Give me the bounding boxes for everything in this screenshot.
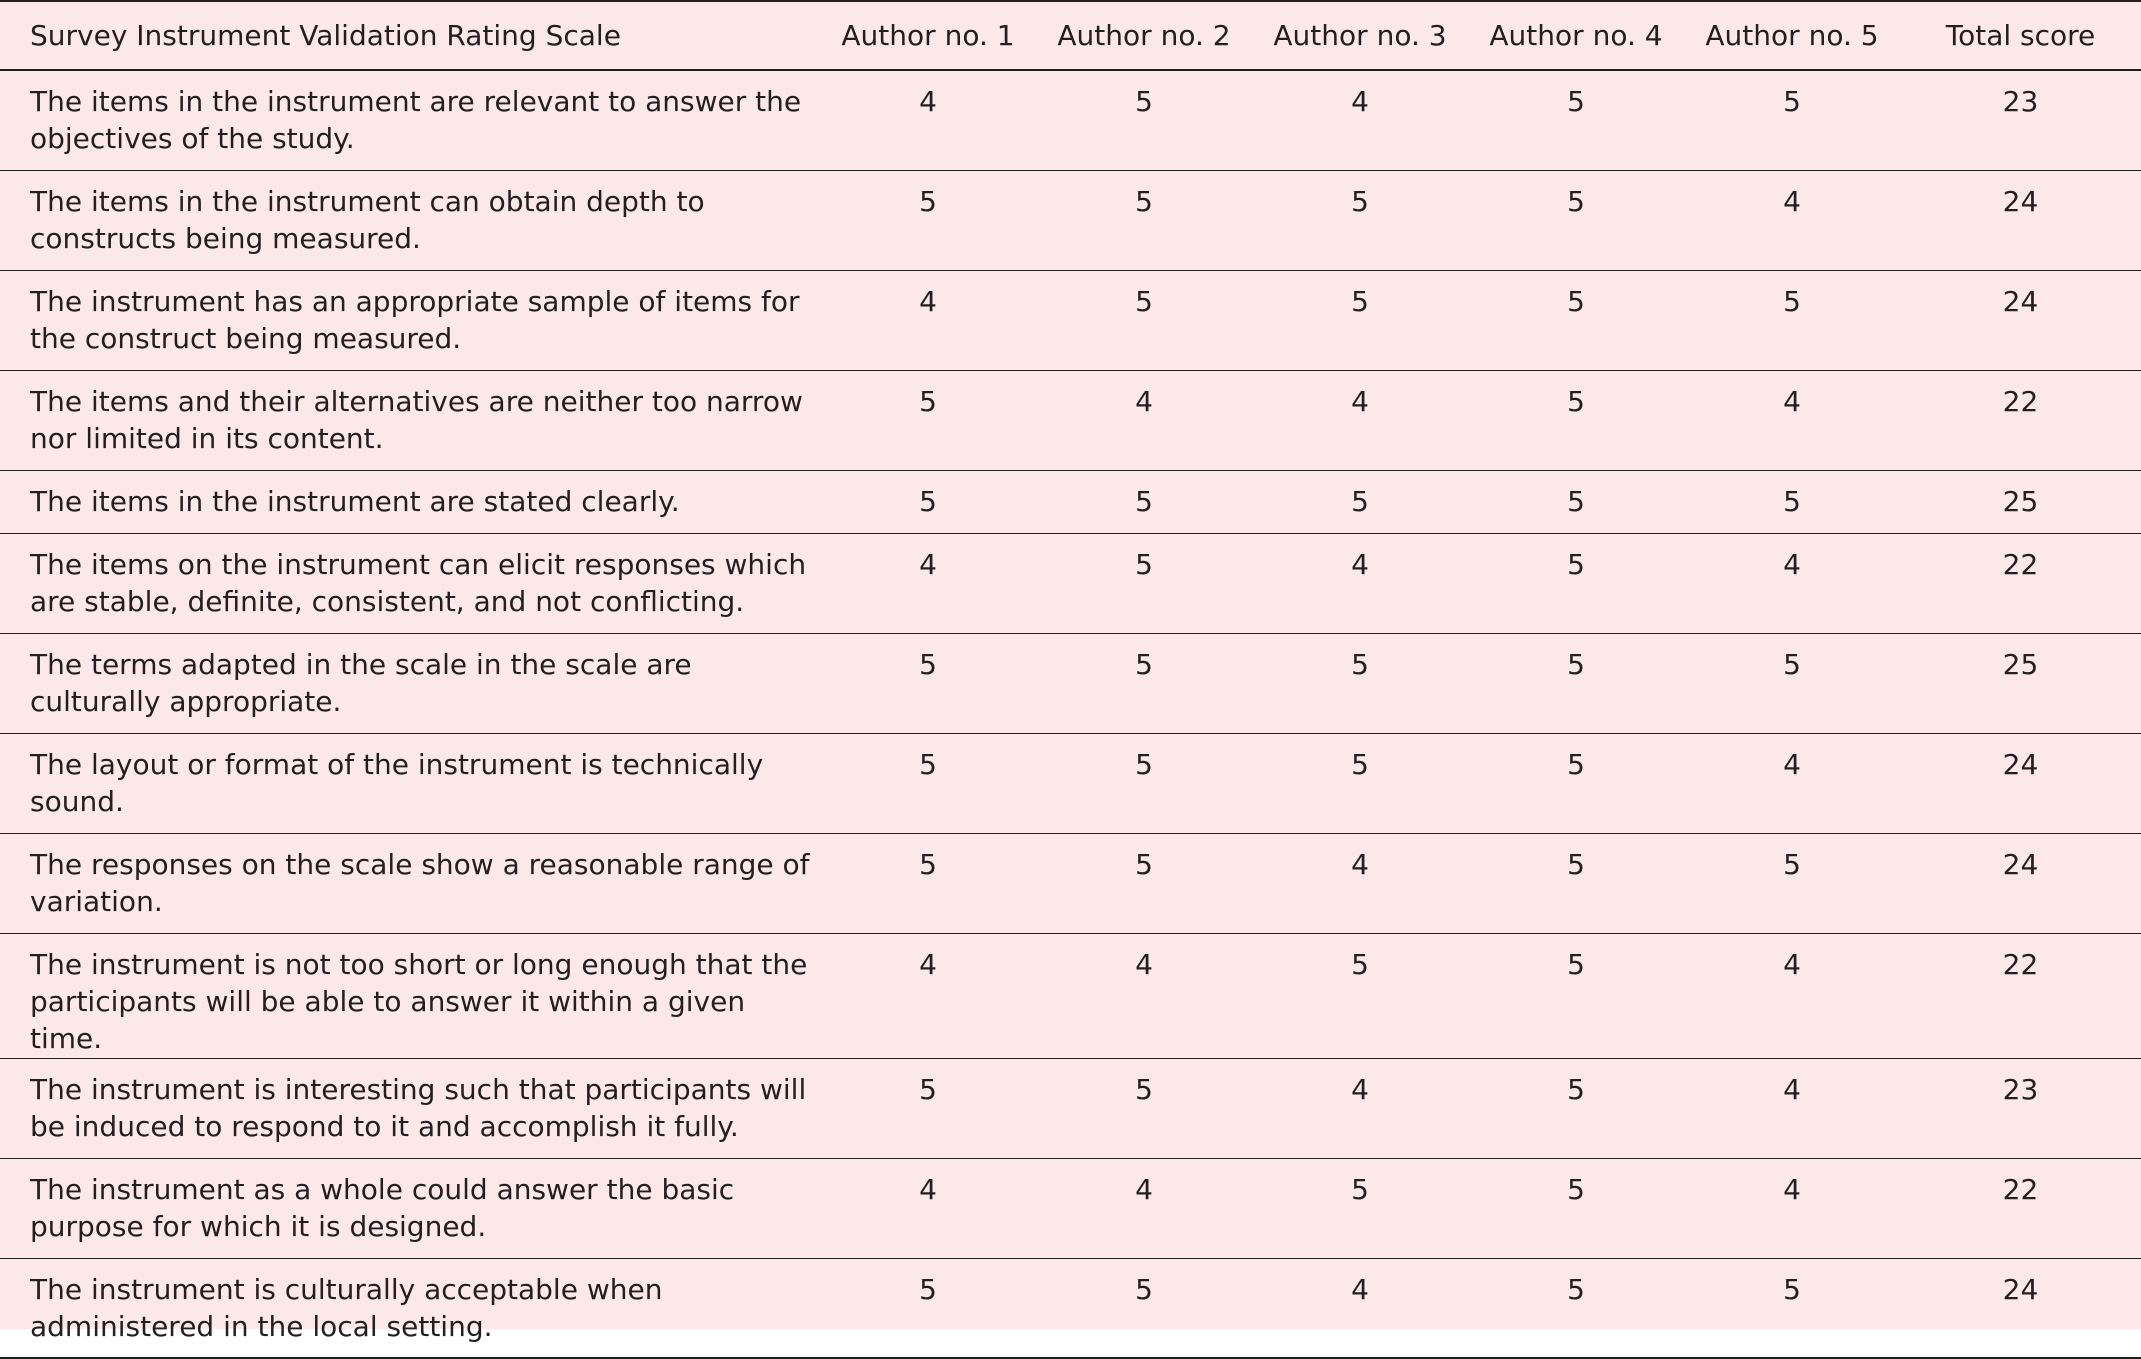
author-1-score: 4: [820, 533, 1036, 633]
author-1-score: 5: [820, 633, 1036, 733]
author-4-score: 5: [1468, 733, 1684, 833]
item-text: The items in the instrument are relevant to answer the objectives of the study.: [0, 70, 820, 170]
author-2-score: 4: [1036, 1158, 1252, 1258]
author-1-score: 4: [820, 933, 1036, 1058]
author-5-score: 4: [1684, 1158, 1900, 1258]
table-row: [0, 370, 2141, 470]
author-2-score: 5: [1036, 170, 1252, 270]
author-2-score: 5: [1036, 833, 1252, 933]
author-3-score: 5: [1252, 270, 1468, 370]
author-4-score: 5: [1468, 533, 1684, 633]
table-row: [0, 170, 2141, 270]
author-1-score: 4: [820, 1158, 1036, 1258]
author-4-score: 5: [1468, 1058, 1684, 1158]
author-3-score: 4: [1252, 533, 1468, 633]
author-5-score: 4: [1684, 933, 1900, 1058]
header-row: [0, 1, 2141, 70]
header-scale-item: Survey Instrument Validation Rating Scale: [0, 1, 820, 70]
total-score: 24: [1900, 270, 2141, 370]
author-3-score: 4: [1252, 1258, 1468, 1358]
author-4-score: 5: [1468, 833, 1684, 933]
item-text: The instrument has an appropriate sample of items for the construct being measured.: [0, 270, 820, 370]
total-score: 25: [1900, 633, 2141, 733]
item-text: The instrument is not too short or long enough that the participants will be able to answer it within a given time.: [0, 933, 820, 1058]
table-row: [0, 1158, 2141, 1258]
author-3-score: 5: [1252, 470, 1468, 533]
table-row: [0, 270, 2141, 370]
author-3-score: 5: [1252, 933, 1468, 1058]
author-4-score: 5: [1468, 1258, 1684, 1358]
total-score: 24: [1900, 833, 2141, 933]
total-score: 24: [1900, 1258, 2141, 1358]
author-2-score: 5: [1036, 1258, 1252, 1358]
author-2-score: 4: [1036, 933, 1252, 1058]
author-4-score: 5: [1468, 470, 1684, 533]
author-1-score: 5: [820, 833, 1036, 933]
author-5-score: 5: [1684, 833, 1900, 933]
total-score: 22: [1900, 933, 2141, 1058]
item-text: The items and their alternatives are neither too narrow nor limited in its content.: [0, 370, 820, 470]
total-score: 22: [1900, 1158, 2141, 1258]
author-1-score: 4: [820, 270, 1036, 370]
author-5-score: 5: [1684, 470, 1900, 533]
total-score: 24: [1900, 733, 2141, 833]
author-3-score: 4: [1252, 833, 1468, 933]
author-5-score: 4: [1684, 370, 1900, 470]
author-2-score: 5: [1036, 733, 1252, 833]
author-5-score: 4: [1684, 1058, 1900, 1158]
author-4-score: 5: [1468, 1158, 1684, 1258]
author-5-score: 4: [1684, 170, 1900, 270]
author-3-score: 5: [1252, 633, 1468, 733]
author-2-score: 5: [1036, 470, 1252, 533]
author-1-score: 5: [820, 1058, 1036, 1158]
author-5-score: 4: [1684, 533, 1900, 633]
author-2-score: 5: [1036, 533, 1252, 633]
table-header: [0, 1, 2141, 70]
author-3-score: 5: [1252, 733, 1468, 833]
author-4-score: 5: [1468, 633, 1684, 733]
header-author-4: Author no. 4: [1468, 1, 1684, 70]
item-text: The instrument as a whole could answer the basic purpose for which it is designed.: [0, 1158, 820, 1258]
total-score: 24: [1900, 170, 2141, 270]
author-1-score: 5: [820, 370, 1036, 470]
item-text: The layout or format of the instrument is technically sound.: [0, 733, 820, 833]
table-row: [0, 470, 2141, 533]
item-text: The terms adapted in the scale in the scale are culturally appropriate.: [0, 633, 820, 733]
author-3-score: 5: [1252, 170, 1468, 270]
author-3-score: 4: [1252, 1058, 1468, 1158]
author-4-score: 5: [1468, 370, 1684, 470]
table-row: [0, 70, 2141, 170]
table-row: [0, 533, 2141, 633]
header-author-2: Author no. 2: [1036, 1, 1252, 70]
author-4-score: 5: [1468, 270, 1684, 370]
author-5-score: 5: [1684, 70, 1900, 170]
author-5-score: 4: [1684, 733, 1900, 833]
item-text: The responses on the scale show a reasonable range of variation.: [0, 833, 820, 933]
item-text: The instrument is interesting such that participants will be induced to respond to it and accomplish it fully.: [0, 1058, 820, 1158]
table-row: [0, 1058, 2141, 1158]
author-2-score: 5: [1036, 70, 1252, 170]
author-1-score: 5: [820, 733, 1036, 833]
header-author-1: Author no. 1: [820, 1, 1036, 70]
total-score: 25: [1900, 470, 2141, 533]
author-1-score: 4: [820, 70, 1036, 170]
item-text: The items on the instrument can elicit responses which are stable, definite, consistent, and not conflicting.: [0, 533, 820, 633]
total-score: 23: [1900, 70, 2141, 170]
table-row: [0, 833, 2141, 933]
author-1-score: 5: [820, 170, 1036, 270]
author-5-score: 5: [1684, 1258, 1900, 1358]
table-body: [0, 70, 2141, 1358]
table-row: [0, 933, 2141, 1058]
header-total-score: Total score: [1900, 1, 2141, 70]
table-row: [0, 633, 2141, 733]
item-text: The instrument is culturally acceptable when administered in the local setting.: [0, 1258, 820, 1358]
author-1-score: 5: [820, 470, 1036, 533]
author-2-score: 5: [1036, 633, 1252, 733]
total-score: 22: [1900, 370, 2141, 470]
table-row: [0, 733, 2141, 833]
author-2-score: 5: [1036, 270, 1252, 370]
author-4-score: 5: [1468, 933, 1684, 1058]
author-5-score: 5: [1684, 633, 1900, 733]
item-text: The items in the instrument are stated clearly.: [0, 470, 820, 533]
author-4-score: 5: [1468, 170, 1684, 270]
author-3-score: 4: [1252, 370, 1468, 470]
header-author-3: Author no. 3: [1252, 1, 1468, 70]
header-author-5: Author no. 5: [1684, 1, 1900, 70]
author-2-score: 4: [1036, 370, 1252, 470]
author-3-score: 5: [1252, 1158, 1468, 1258]
author-2-score: 5: [1036, 1058, 1252, 1158]
author-5-score: 5: [1684, 270, 1900, 370]
author-4-score: 5: [1468, 70, 1684, 170]
author-3-score: 4: [1252, 70, 1468, 170]
item-text: The items in the instrument can obtain depth to constructs being measured.: [0, 170, 820, 270]
total-score: 22: [1900, 533, 2141, 633]
table-row: [0, 1258, 2141, 1358]
author-1-score: 5: [820, 1258, 1036, 1358]
total-score: 23: [1900, 1058, 2141, 1158]
